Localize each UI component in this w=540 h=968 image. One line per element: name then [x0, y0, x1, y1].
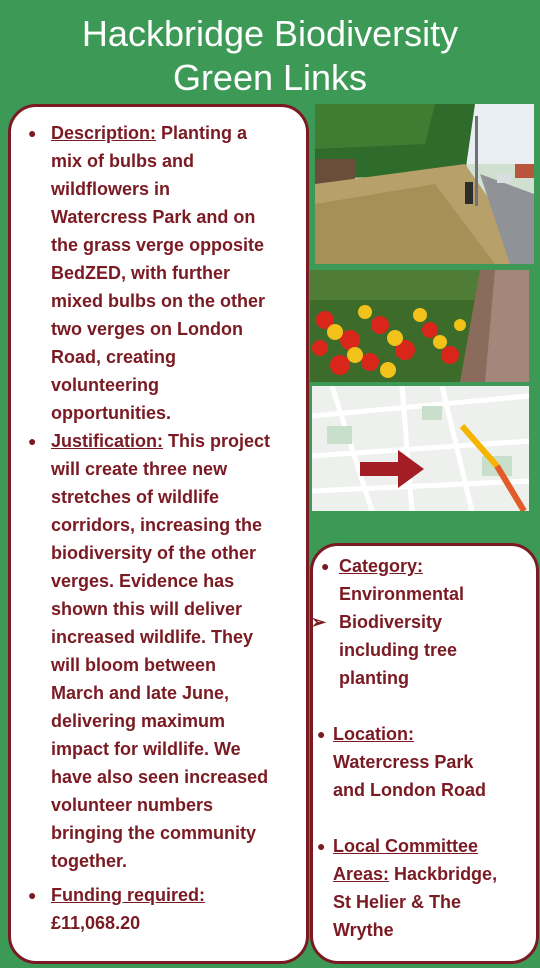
category-line-1: Biodiversity: [339, 612, 443, 632]
description-line-10: opportunities.: [51, 403, 171, 423]
funding-label: Funding required:: [51, 885, 205, 905]
justification-section: [28, 427, 297, 875]
committee-line-0: St Helier & The: [333, 892, 462, 912]
description-line-0: Planting a: [156, 123, 248, 143]
description-section: [28, 119, 295, 427]
committee-label-2: Areas:: [333, 864, 390, 884]
location-section: [317, 720, 533, 804]
funding-section: [28, 881, 297, 937]
justification-line-6: shown this will deliver: [51, 599, 243, 619]
description-line-4: the grass verge opposite: [51, 235, 265, 255]
location-line-1: and London Road: [333, 780, 486, 800]
committee-line-1: Wrythe: [333, 920, 394, 940]
justification-line-8: will bloom between: [51, 655, 217, 675]
location-label: Location:: [333, 724, 414, 744]
justification-line-15: together.: [51, 851, 128, 871]
justification-line-5: verges. Evidence has: [51, 571, 235, 591]
committee-section: [317, 832, 533, 944]
bullet-icon: ●: [317, 838, 326, 854]
category-line-2: including tree: [339, 640, 458, 660]
location-map: [312, 386, 529, 511]
category-line-0: Environmental: [339, 584, 465, 604]
justification-line-2: stretches of wildlife: [51, 487, 220, 507]
project-summary-card: [310, 543, 539, 964]
committee-line-area: Hackbridge,: [389, 864, 498, 884]
description-line-6: mixed bulbs on the other: [51, 291, 266, 311]
arrow-bullet-icon: ➢: [311, 612, 327, 632]
category-label: Category:: [339, 556, 424, 576]
justification-line-10: delivering maximum: [51, 711, 226, 731]
description-label: Description:: [51, 123, 157, 143]
justification-line-9: March and late June,: [51, 683, 230, 703]
category-section: [311, 552, 531, 692]
bullet-icon: ●: [28, 887, 37, 903]
bullet-icon: ●: [28, 125, 37, 141]
justification-line-7: increased wildlife. They: [51, 627, 254, 647]
committee-label: Local Committee: [333, 836, 479, 856]
project-details-card: [8, 104, 309, 964]
justification-line-14: bringing the community: [51, 823, 256, 843]
description-line-2: wildflowers in: [51, 179, 171, 199]
justification-line-11: impact for wildlife. We: [51, 739, 241, 759]
funding-value: £11,068.20: [51, 913, 141, 933]
bullet-icon: ●: [321, 558, 330, 574]
justification-line-3: corridors, increasing the: [51, 515, 263, 535]
justification-line-12: have also seen increased: [51, 767, 269, 787]
bullet-icon: ●: [28, 433, 37, 449]
justification-line-1: will create three new: [51, 459, 228, 479]
bullet-icon: ●: [317, 726, 326, 742]
tulip-bed-photo: [310, 270, 529, 382]
verge-photo: [315, 104, 534, 264]
description-line-1: mix of bulbs and: [51, 151, 195, 171]
justification-line-13: volunteer numbers: [51, 795, 214, 815]
description-line-3: Watercress Park and on: [51, 207, 256, 227]
justification-label: Justification:: [51, 431, 164, 451]
justification-line-4: biodiversity of the other: [51, 543, 257, 563]
location-line-0: Watercress Park: [333, 752, 474, 772]
description-line-8: Road, creating: [51, 347, 177, 367]
category-line-3: planting: [339, 668, 409, 688]
description-line-5: BedZED, with further: [51, 263, 230, 283]
page-title: [0, 12, 540, 100]
justification-line-0: This project: [163, 431, 271, 451]
title-line-2: Green Links: [172, 57, 368, 98]
description-line-9: volunteering: [51, 375, 160, 395]
description-line-7: two verges on London: [51, 319, 243, 339]
title-line-1: Hackbridge Biodiversity: [81, 13, 459, 54]
